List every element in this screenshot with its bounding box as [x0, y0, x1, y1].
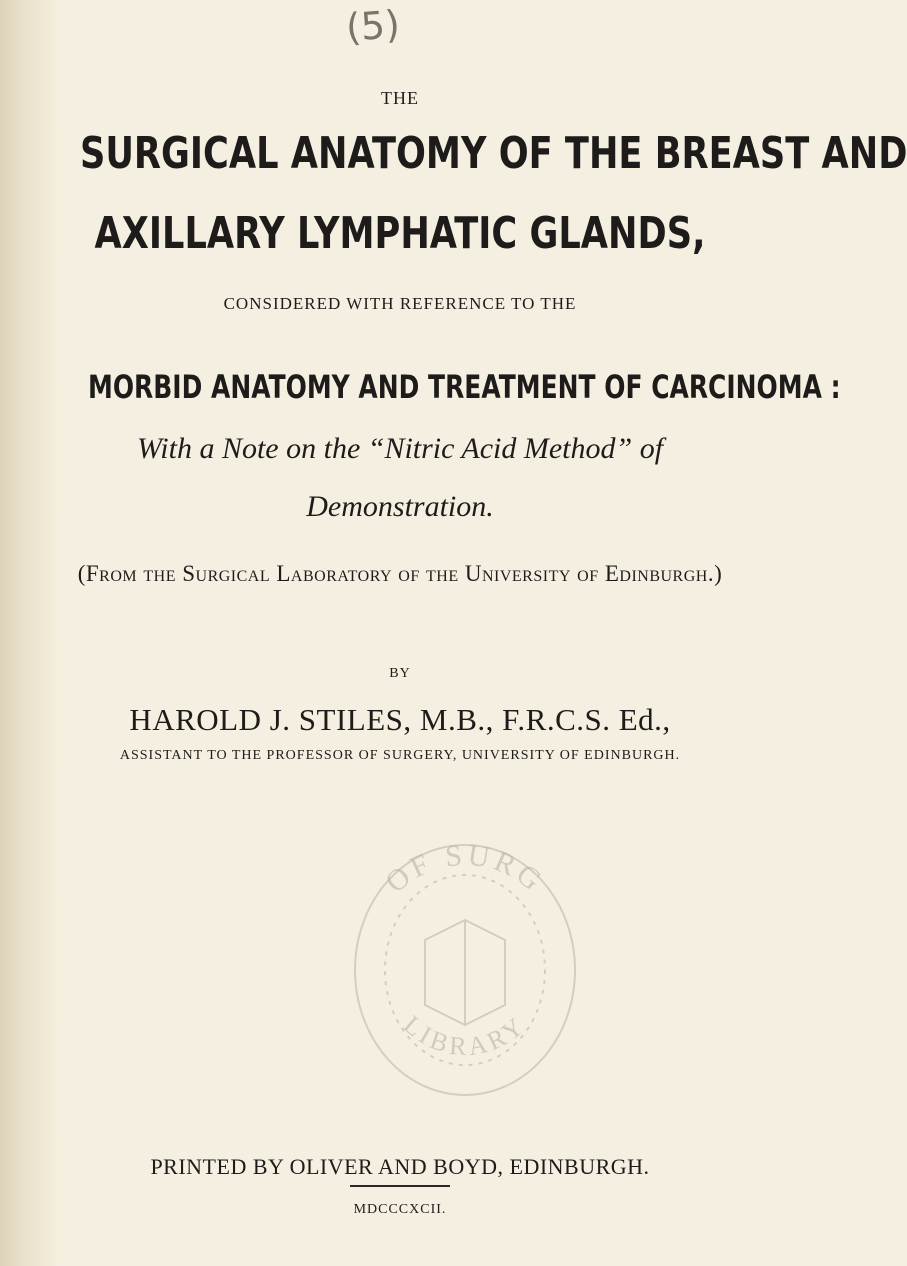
title-line-2: AXILLARY LYMPHATIC GLANDS, — [94, 208, 706, 259]
author-title: ASSISTANT TO THE PROFESSOR OF SURGERY, UNIVERSITY OF EDINBURGH. — [119, 748, 681, 763]
publication-date: MDCCCXCII. — [353, 1202, 447, 1217]
stamp-text-top: OF SURG — [379, 838, 551, 900]
stamp-text-bottom: LIBRARY — [397, 1009, 533, 1062]
note-line-2: Demonstration. — [306, 490, 494, 523]
printer-line: PRINTED BY OLIVER AND BOYD, EDINBURGH. — [150, 1154, 650, 1179]
title-article: THE — [381, 88, 419, 108]
svg-text:OF SURG — [379, 838, 550, 899]
page-edge-shadow — [0, 0, 60, 1266]
by-line: BY — [389, 666, 411, 681]
source-line: (From the Surgical Laboratory of the University of Edinburgh.) — [77, 561, 723, 586]
note-line-1: With a Note on the “Nitric Acid Method” of — [136, 432, 664, 465]
title-line-1: SURGICAL ANATOMY OF THE BREAST AND — [80, 128, 907, 179]
author-name: HAROLD J. STILES, M.B., F.R.C.S. Ed., — [129, 702, 671, 737]
subtitle: MORBID ANATOMY AND TREATMENT OF CARCINOMA : — [88, 368, 841, 406]
library-stamp-icon — [330, 790, 600, 1120]
shelf-mark: (5) — [344, 2, 402, 50]
divider — [350, 1185, 450, 1187]
considered-line: CONSIDERED WITH REFERENCE TO THE — [223, 294, 577, 313]
